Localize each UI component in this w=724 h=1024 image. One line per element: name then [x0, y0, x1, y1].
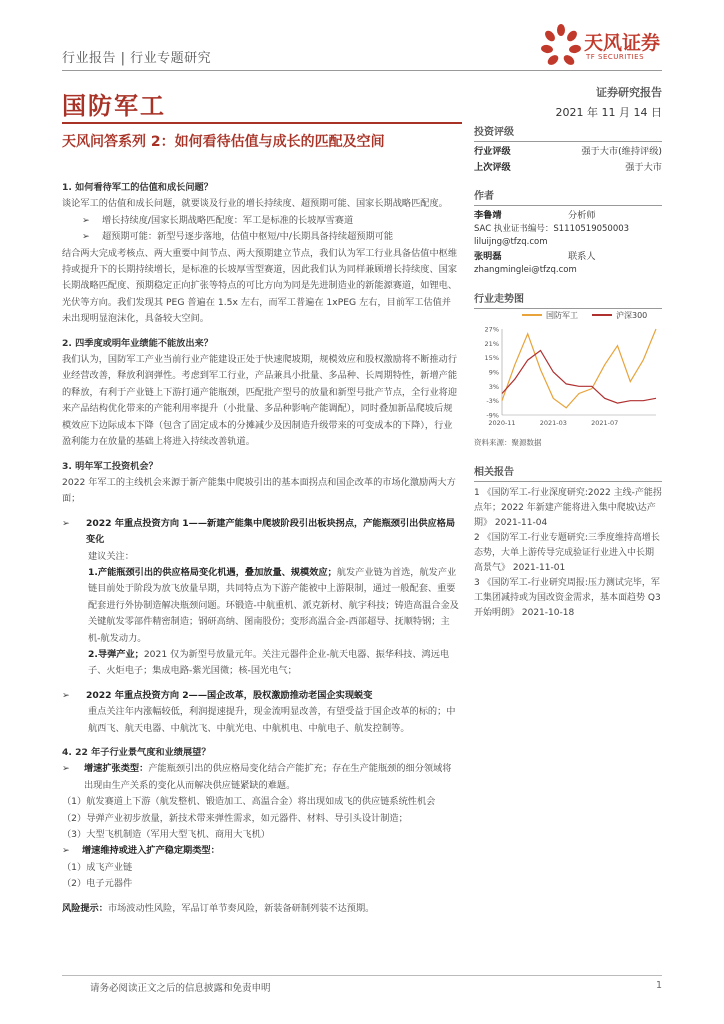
chart-source: 资料来源：聚源数据: [474, 438, 542, 447]
trend-chart: [474, 303, 662, 433]
direction-2-body: 重点关注年内涨幅较低，利润提速提升，现金流明显改善，有望受益于国企改革的标的；中航西飞、航天电器、中航沈飞、中航光电、中航机电、中航电子、航发控制等。: [88, 706, 456, 734]
direction-1-point-1: 1.产能瓶颈引出的供应格局变化机遇，叠加放量、规模效应；航发产业链为首选，航发产业链目前处于阶段为放飞放量早期，共同特点为下游产能被中上游限制，通过一般配套、重要配套进行外协制造解决瓶颈问题。环锻造-中航重机、派克新材、航宇科技；铸造高温合金及关键航发零部件精密制造；钢研高纳、图南股份；变形高温合金-西部超导、抚顺特钢；主机-航发动力。: [88, 566, 459, 644]
trend-label: 行业走势图: [474, 294, 524, 305]
series-line-0: [502, 329, 656, 408]
y-tick-label: 3%: [488, 382, 499, 391]
list-item: （1）航发赛道上下游（航发整机、锻造加工、高温合金）将出现如成飞的供应链系统性机会: [62, 796, 436, 808]
related-item[interactable]: 1 《国防军工-行业深度研究:2022 主线-产能拐点年；2022 年新建产能将进入集中爬坡\达产期》 2021-11-04: [474, 488, 662, 528]
list-item: （2）电子元器件: [62, 878, 133, 890]
section-heading: 4. 22 年子行业景气度和业绩展望？: [62, 747, 211, 758]
direction-2-title: ➢ 2022 年重点投资方向 2——国企改革，股权激励推动老国企实现蜕变: [62, 688, 460, 704]
y-tick-label: 9%: [488, 368, 499, 377]
title-divider: [62, 122, 462, 124]
arrow-bullet-icon: ➢: [62, 689, 70, 701]
list-item: （1）成飞产业链: [62, 861, 133, 873]
report-category: 行业报告 | 行业专题研究: [62, 51, 212, 66]
footer-disclaimer: 请务必阅读正文之后的信息披露和免责申明: [90, 983, 271, 994]
arrow-bullet-icon: ➢: [62, 763, 70, 775]
report-type: 证券研究报告: [596, 86, 662, 99]
arrow-bullet-icon: ➢: [62, 845, 70, 857]
footer-divider: [62, 975, 662, 976]
arrow-bullet-icon: ➢: [82, 231, 90, 243]
direction-1-point-2: 2.导弹产业；2021 仅为新型号放量元年。关注元器件企业-航天电器、振华科技、鸿远电子、火炬电子；集成电路-紫光国微；核-国光电气；: [88, 648, 450, 677]
author-1-email[interactable]: liluijng@tfzq.com: [474, 237, 548, 247]
y-tick-label: 27%: [484, 325, 499, 334]
related-item[interactable]: 2 《国防军工-行业专题研究:三季度维持高增长态势，大单上游传导完成验证行业进入中长期高景气》 2021-11-01: [474, 533, 660, 573]
authors-label: 作者: [474, 191, 494, 202]
sector-title: 国防军工: [62, 92, 166, 120]
brand-logo: [540, 22, 680, 70]
section-heading: 3. 明年军工投资机会？: [62, 460, 158, 472]
risk-note: 风险提示：市场波动性风险，军品订单节奏风险，新装备研制列装不达预期。: [62, 902, 375, 914]
bullet-item: ➢ 超预期可能：新型号逐步落地，估值中枢短/中/长期具备持续超预期可能: [62, 229, 460, 245]
paragraph: 2022 年军工的主线机会来源于新产能集中爬坡引出的基本面拐点和国企改革的市场化激励两大方面；: [62, 476, 456, 505]
arrow-bullet-icon: ➢: [82, 214, 90, 226]
advice-label: 建议关注：: [88, 550, 134, 562]
section-heading: 2. 四季度或明年业绩能不能放出来？: [62, 337, 213, 349]
related-panel: [474, 463, 662, 621]
section-heading: 1. 如何看待军工的估值和成长问题？: [62, 182, 213, 193]
bullet-item: ➢ 增速维持或进入扩产稳定期类型：: [62, 843, 460, 859]
y-tick-label: -3%: [486, 397, 499, 406]
list-item: （3）大型飞机制造（军用大型飞机、商用大飞机）: [62, 829, 270, 841]
y-tick-label: -9%: [486, 411, 499, 420]
x-tick-label: 2020-11: [488, 419, 516, 427]
main-content: [62, 180, 460, 917]
author-2-email[interactable]: zhangminglei@tfzq.com: [474, 265, 577, 275]
author-1-row: 李鲁靖 分析师: [474, 210, 596, 221]
paragraph: 我们认为，国防军工产业当前行业产能建设正处于快速爬坡期，规模效应和股权激励将不断推动行业经营改善，释放利润弹性。考虑到军工行业，产品兼具小批量、多品种、长周期特性，新增产能的释放，有利于产业链上下游打通产能瓶颈，匹配批产型号的放量和新型号批产节点，全行业将迎来产品结构优化带来的产能利用率提升（小批量、多品种影响产能调配），同时叠加新品爬坡后规模效应下边际成本下降（包含了固定成本的分摊减少及因制造升级带来的可变成本的下降），行业盈利能力在放量的基础上将进入持续改善轨道。: [62, 354, 458, 448]
direction-1-title: ➢ 2022 年重点投资方向 1——新建产能集中爬坡阶段引出板块拐点，产能瓶颈引出供应格局变化: [62, 516, 460, 549]
prev-rating-row: 上次评级 强于大市: [474, 162, 662, 173]
rating-label: 投资评级: [474, 127, 514, 138]
header-divider: [62, 70, 662, 71]
x-tick-label: 2021-07: [591, 419, 619, 427]
arrow-bullet-icon: ➢: [62, 517, 70, 529]
report-title: 天风问答系列 2：如何看待估值与成长的匹配及空间: [62, 134, 385, 150]
page-number: 1: [655, 980, 662, 991]
list-item: （2）导弹产业初步放量，新技术带来弹性需求，如元器件、材料、导引头设计制造；: [62, 812, 408, 824]
trend-chart-svg: [474, 303, 662, 433]
bullet-item: ➢ 增长持续度/国家长期战略匹配度：军工是标准的长坡厚雪赛道: [62, 213, 460, 229]
paragraph: 谈论军工的估值和成长问题，就要谈及行业的增长持续度、超预期可能、国家长期战略匹配度。: [62, 198, 448, 210]
y-tick-label: 15%: [484, 354, 499, 363]
related-label: 相关报告: [474, 467, 514, 478]
logo-text-en: TF SECURITIES: [586, 53, 645, 61]
logo-mark-icon: [540, 22, 582, 68]
x-tick-label: 2021-03: [539, 419, 567, 427]
rating-panel: [474, 123, 662, 176]
report-date: 2021 年 11 月 14 日: [555, 106, 662, 119]
related-item[interactable]: 3 《国防军工-行业研究周报:压力测试完毕，军工集团减持或为国改资金需求，基本面趋势 Q3 开始明朗》 2021-10-18: [474, 578, 661, 618]
logo-text: 天风证券: [584, 32, 661, 54]
bullet-item: ➢ 增速扩张类型：产能瓶颈引出的供应格局变化结合产能扩充；存在生产能瓶颈的细分领域将出现由生产关系的变化从而解决供应链紧缺的难题。: [62, 761, 460, 794]
industry-rating-row: 行业评级 强于大市(维持评级): [474, 146, 662, 157]
authors-panel: [474, 187, 662, 277]
paragraph: 结合两大完成考核点、两大重要中间节点、两大预期建立节点，我们认为军工行业具备估值中枢维持或提升下的长期持续增长，是标准的长坡厚雪型赛道，因此我们认为同样兼顾增长持续度、国家长期战略匹配度、预期稳定正向扩张等特点的可比方向为同是先进制造业的新能源赛道，如锂电、光伏等方向。我们发现其 PEG 普遍在 1.5x 左右，而军工普遍在 1xPEG 左右，目前军工估值并未出现明显泡沫化，具备较大空间。: [62, 247, 458, 325]
author-1-cert: SAC 执业证书编号：S1110519050003: [474, 224, 630, 234]
legend-label-1: 沪深300: [616, 311, 648, 320]
author-2-row: 张明磊 联系人: [474, 251, 596, 262]
y-tick-label: 21%: [484, 339, 499, 348]
legend-label-0: 国防军工: [546, 311, 578, 320]
